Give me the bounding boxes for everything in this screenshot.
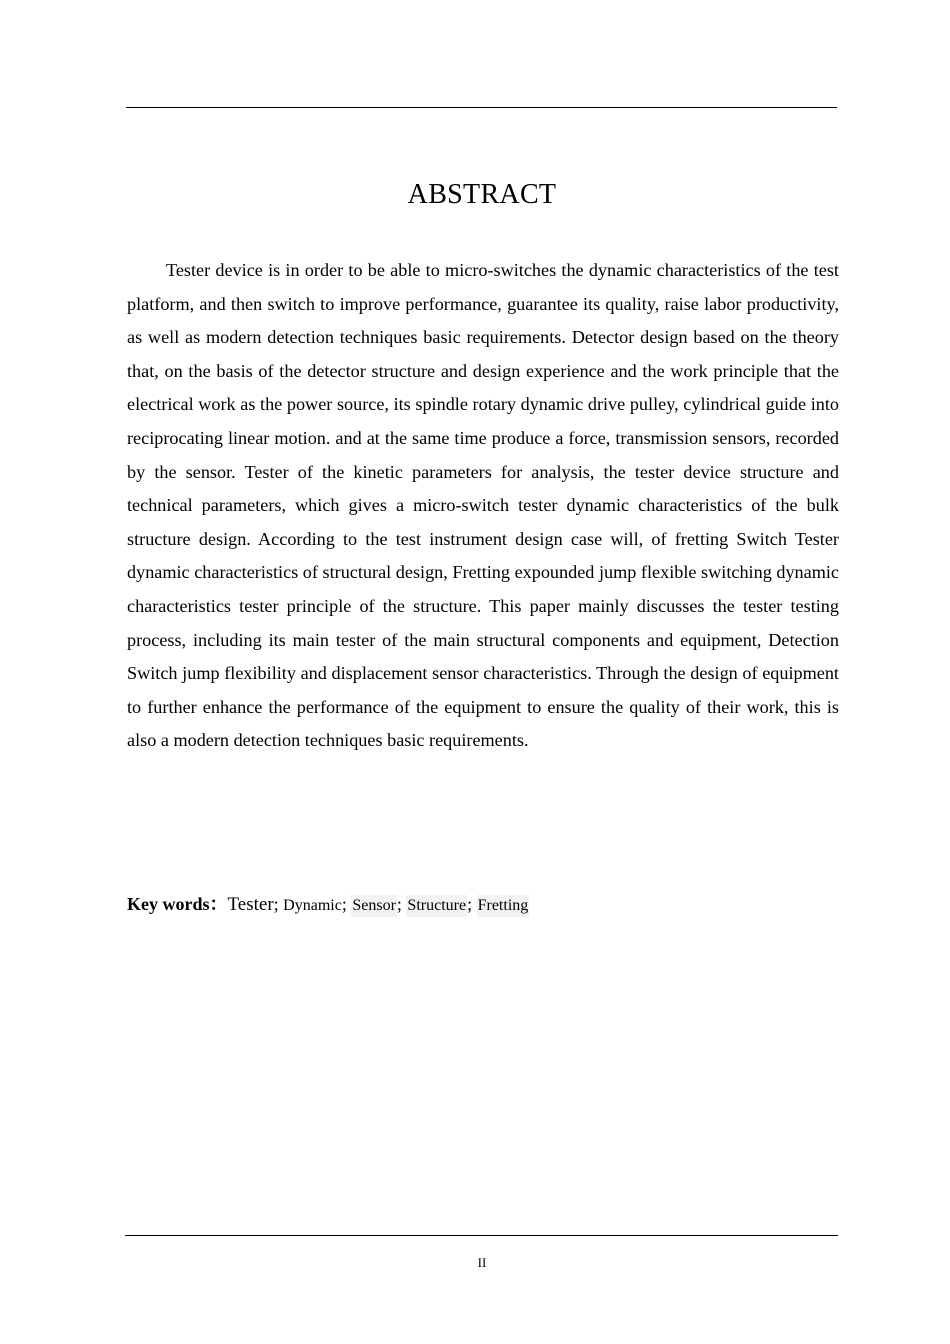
keywords-label: Key words： (127, 894, 228, 914)
keyword-separator: ; (341, 894, 347, 914)
keyword-separator: ; (467, 894, 473, 914)
keyword-item: Fretting (477, 895, 530, 917)
keyword-item: Tester (227, 894, 274, 915)
abstract-paragraph: Tester device is in order to be able to micro-switches the dynamic characteristics of the test platform, and then switch to improve performance, guarantee its quality, raise labor productivity, as well as modern detection techniques basic requirements. Detector design based on the theory that, on the basis of the detector structure and design experience and the work principle that the electrical work as the power source, its spindle rotary dynamic drive pulley, cylindrical guide into reciprocating linear motion. and at the same time produce a force, transmission sensors, recorded by the sensor. Tester of the kinetic parameters for analysis, the tester device structure and technical parameters, which gives a micro-switch tester dynamic characteristics of the bulk structure design. According to the test instrument design case will, of fretting Switch Tester dynamic characteristics of structural design, Fretting expounded jump flexible switching dynamic characteristics tester principle of the structure. This paper mainly discusses the tester testing process, including its main tester of the main structural components and equipment, Detection Switch jump flexibility and displacement sensor characteristics. Through the design of equipment to further enhance the performance of the equipment to ensure the quality of their work, this is also a modern detection techniques basic requirements. (127, 260, 839, 751)
keyword-item: Sensor (351, 895, 397, 917)
keyword-separator: ; (396, 894, 402, 914)
footer-rule (125, 1235, 838, 1236)
header-rule (126, 107, 837, 108)
keywords-line (127, 889, 839, 921)
keyword-item: Dynamic (283, 897, 342, 914)
keyword-separator: ; (273, 894, 279, 914)
page-number: II (477, 1255, 487, 1270)
keyword-item: Structure (406, 895, 467, 917)
page-title: ABSTRACT (407, 179, 557, 210)
